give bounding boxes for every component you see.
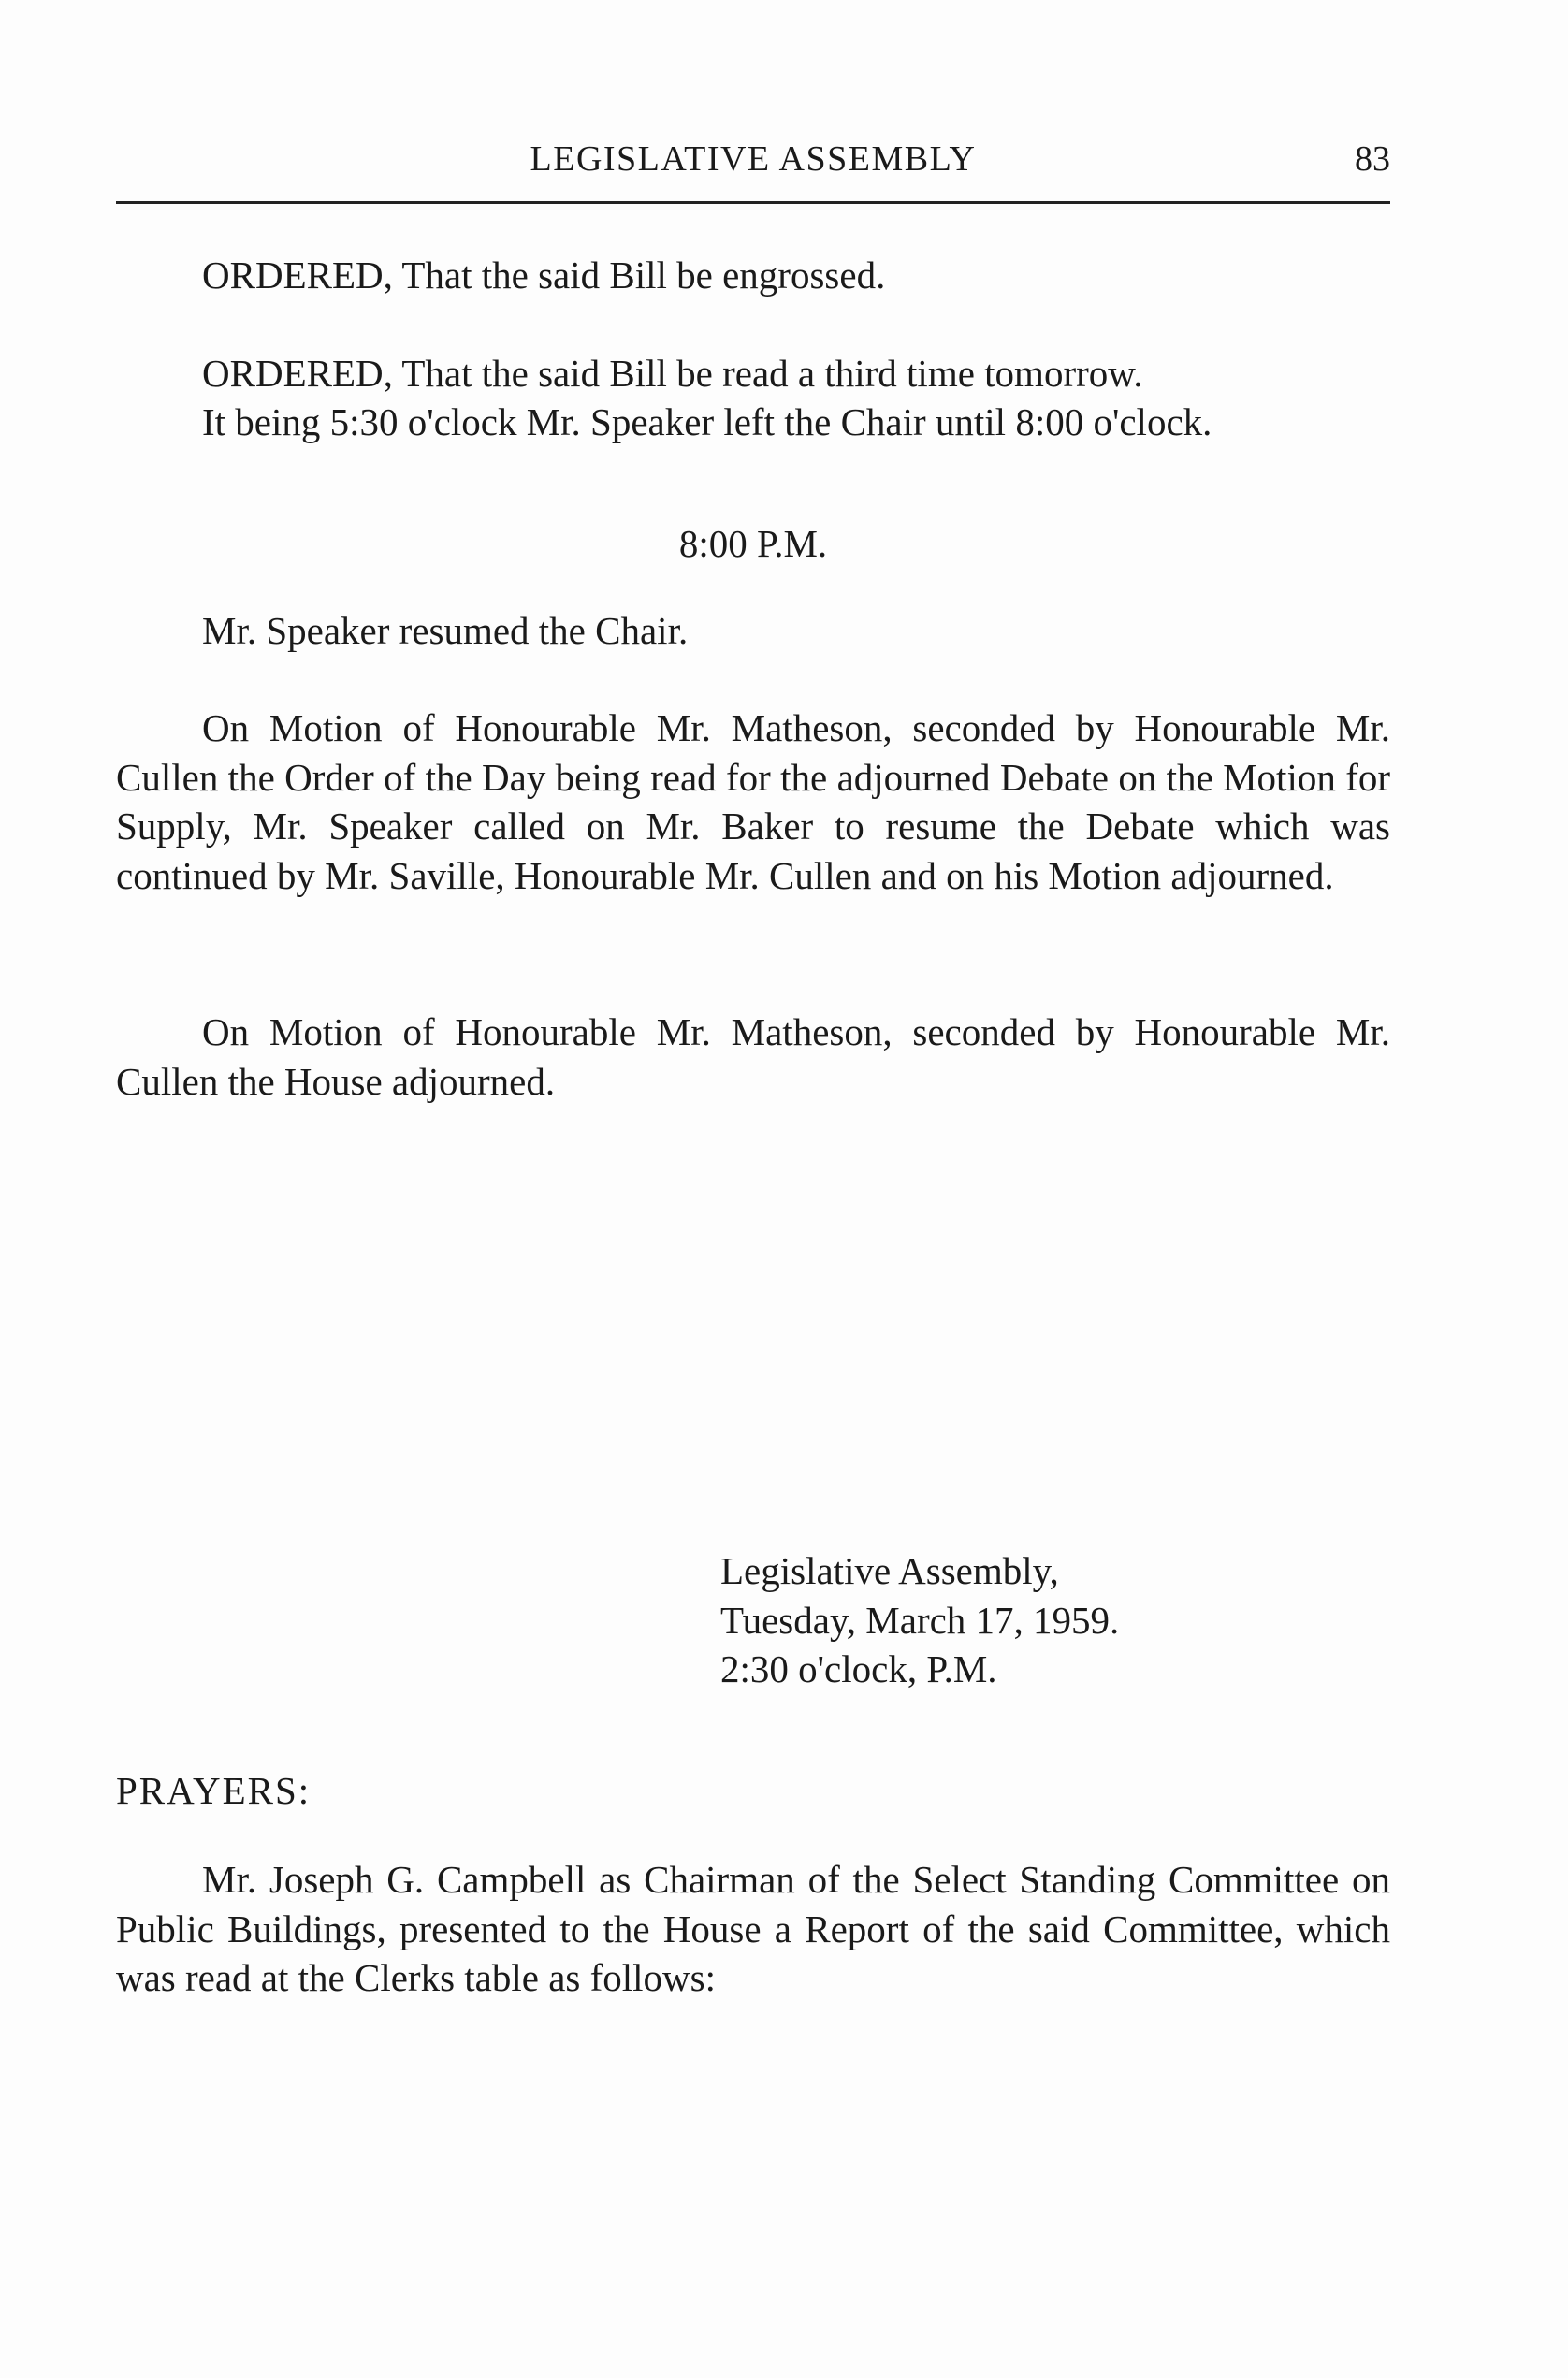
header-rule: [116, 201, 1390, 204]
running-title: LEGISLATIVE ASSEMBLY: [530, 139, 977, 179]
paragraph-recess: It being 5:30 o'clock Mr. Speaker left the Chair until 8:00 o'clock.: [202, 400, 1212, 443]
dateline-place: Legislative Assembly,: [720, 1549, 1059, 1592]
dateline-date: Tuesday, March 17, 1959.: [720, 1598, 1120, 1642]
paragraph-adjourned: On Motion of Honourable Mr. Matheson, seconded by Honourable Mr. Cullen the House adjourned.: [116, 1010, 1390, 1103]
paragraph-third-reading: ORDERED, That the said Bill be read a third time tomorrow.: [202, 352, 1143, 395]
time-heading: 8:00 P.M.: [678, 522, 828, 565]
paragraph-engrossed: ORDERED, That the said Bill be engrossed.: [202, 254, 886, 297]
paragraph-committee-report: Mr. Joseph G. Campbell as Chairman of the Select Standing Committee on Public Buildings, presented to the House a Report of the said Committee, which was read at the Clerks table as follows:: [116, 1858, 1390, 1999]
prayers-heading: PRAYERS:: [116, 1769, 312, 1812]
paragraph-supply-debate: On Motion of Honourable Mr. Matheson, seconded by Honourable Mr. Cullen the Order of the Day being read for the adjourned Debate on the Motion for Supply, Mr. Speaker called on Mr. Baker to resume the Debate which was continued by Mr. Saville, Honourable Mr. Cullen and on his Motion adjourned.: [116, 706, 1390, 897]
paragraph-resumed: Mr. Speaker resumed the Chair.: [202, 609, 689, 652]
page-number: 83: [1355, 139, 1390, 179]
running-header: [116, 131, 1390, 187]
dateline-time: 2:30 o'clock, P.M.: [720, 1647, 997, 1690]
dateline: [720, 1546, 1119, 1694]
